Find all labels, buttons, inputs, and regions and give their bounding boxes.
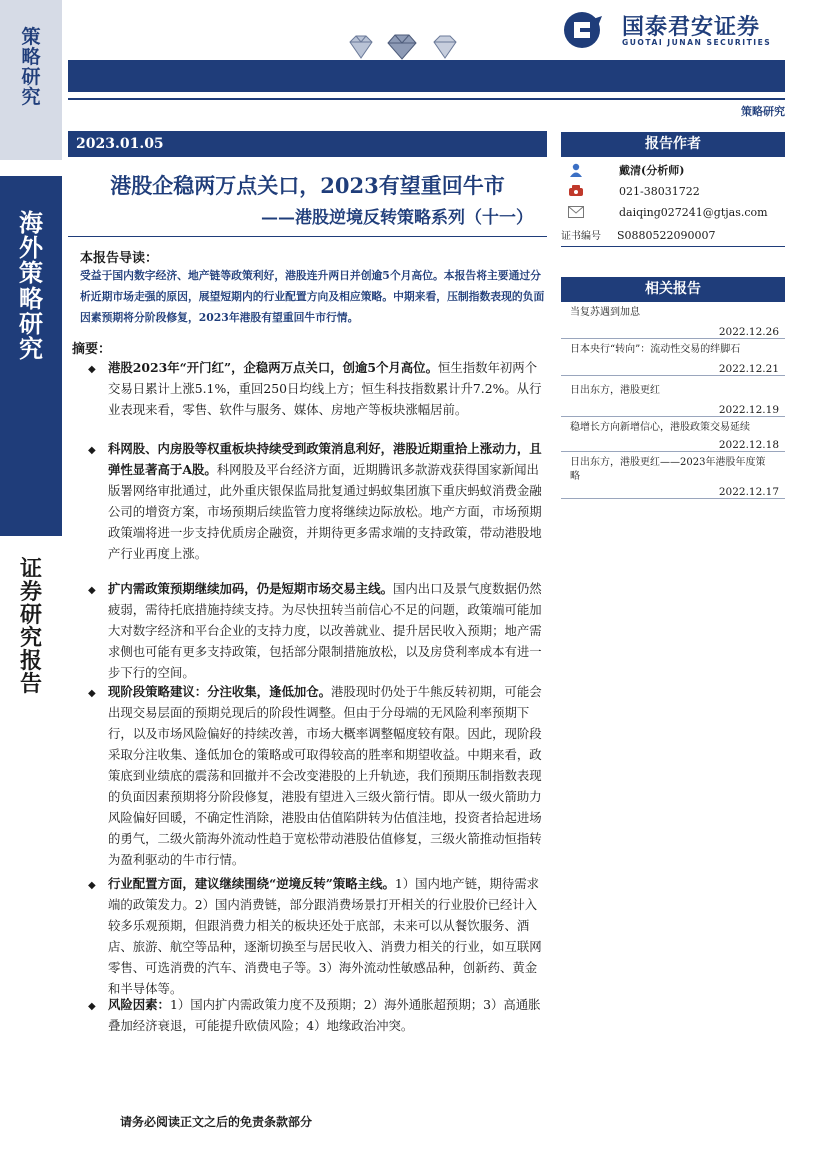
related-report-date: 2022.12.17 <box>718 486 779 498</box>
author-divider <box>561 246 785 247</box>
bullet-marker: ◆ <box>88 1001 96 1012</box>
related-report-title[interactable]: 日本央行“转向”：流动性交易的绊脚石 <box>570 344 741 355</box>
side-char: 外 <box>19 233 43 263</box>
summary-paragraph <box>108 578 546 683</box>
author-name-row <box>561 161 684 179</box>
related-divider <box>561 451 785 452</box>
disclaimer-footer: 请务必阅读正文之后的免责条款部分 <box>120 1115 313 1129</box>
side-char: 究 <box>19 333 43 363</box>
related-divider <box>561 498 785 499</box>
bullet-marker: ◆ <box>88 364 96 375</box>
gem-icon <box>384 34 420 60</box>
author-phone: 021-38031722 <box>619 184 700 198</box>
person-icon <box>561 163 591 177</box>
title-rule <box>68 236 547 237</box>
side-char: 略 <box>21 45 41 68</box>
summary-lead: 科网股、内房股等权重板块持续受到政策消息利好，港股近期重拾上涨动力，且弹性显著高于A股。 <box>108 441 542 477</box>
summary-text: 1）国内地产链，期待需求端的政策发力。2）国内消费链，部分跟消费场景打开相关的行业股价已经计入较多乐观预期，但跟消费力相关的板块还处于底部，未来可以从餐饮服务、酒店、旅游、航空等品种，逐渐切换至与居民收入、消费力相关的行业，如互联网零售、可选消费的汽车、消费电子等。3）海外流动性敏感品种，创新药、黄金和半导体等。 <box>108 876 542 996</box>
summary-paragraph <box>108 357 546 420</box>
side-char: 研 <box>19 308 43 338</box>
related-divider <box>561 375 785 376</box>
bullet-marker: ◆ <box>88 445 96 456</box>
summary-paragraph <box>108 994 546 1036</box>
company-logo <box>560 10 786 50</box>
header-rule <box>68 98 785 100</box>
related-reports-list <box>561 306 785 499</box>
side-char: 策 <box>19 258 43 288</box>
summary-lead: 风险因素： <box>108 997 170 1012</box>
summary-paragraph <box>108 873 546 999</box>
report-date: 2023.01.05 <box>68 131 547 157</box>
related-report-date: 2022.12.21 <box>718 363 779 375</box>
logo-english-name: GUOTAI JUNAN SECURITIES <box>622 38 772 47</box>
author-phone-row <box>561 182 700 200</box>
logo-chinese-name: 国泰君安证券 <box>622 15 761 40</box>
guide-body: 受益于国内数字经济、地产链等政策利好，港股连升两日并创逾5个月高位。本报告将主要通过分析近期市场走强的原因，展望短期内的行业配置方向及相应策略。中期来看，压制指数表现的负面因素预期将分阶段修复，2023年港股有望重回牛市行情。 <box>80 269 545 324</box>
summary-lead: 现阶段策略建议：分注收集，逢低加仓。 <box>108 684 332 699</box>
related-divider <box>561 416 785 417</box>
certificate-row <box>561 227 716 242</box>
summary-lead: 行业配置方面，建议继续围绕“逆境反转”策略主线。 <box>108 876 395 891</box>
side-char: 券 <box>19 579 42 606</box>
side-char: 研 <box>19 602 42 629</box>
phone-icon <box>561 185 591 197</box>
summary-lead: 港股2023年“开门红”，企稳两万点关口，创逾5个月高位。 <box>108 360 438 375</box>
guide-header: 本报告导读： <box>80 251 159 266</box>
summary-text: 恒生指数年初两个交易日累计上涨5.1%，重回250日均线上方；恒生科技指数累计升7.2%。从行业表现来看，零售、软件与服务、媒体、房地产等板块涨幅居前。 <box>108 360 542 417</box>
logo-emblem-icon <box>560 10 612 50</box>
left-side-strip <box>0 0 62 1169</box>
summary-header: 摘要： <box>72 342 112 357</box>
related-report-date: 2022.12.26 <box>718 326 779 338</box>
side-char: 策 <box>21 26 41 48</box>
summary-text: 科网股及平台经济方面，近期腾讯多款游戏获得国家新闻出版署网络审批通过，此外重庆银保监局批复通过蚂蚁集团旗下重庆蚂蚁消费金融公司的增资方案，市场预期后续监管力度将继续边际放松。地产方面，市场预期政策端将进一步支持优质房企融资，并期待更多需求端的支持政策，带动港股地产行业再度上涨。 <box>108 462 542 561</box>
side-char: 究 <box>19 625 42 652</box>
related-report-title[interactable]: 当复苏遇到加息 <box>570 307 640 318</box>
summary-paragraph <box>108 438 546 564</box>
related-section-header: 相关报告 <box>561 277 785 302</box>
author-email-row <box>561 203 768 221</box>
related-report-date: 2022.12.19 <box>718 404 779 416</box>
bullet-marker: ◆ <box>88 585 96 596</box>
side-label-overseas-strategy <box>0 176 62 536</box>
gem-icon <box>430 34 460 60</box>
gem-icon <box>346 34 376 60</box>
author-name: 戴清(分析师) <box>619 164 685 177</box>
related-report-title[interactable]: 日出东方，港股更红 <box>570 385 660 396</box>
side-char: 证 <box>19 556 42 582</box>
side-char: 究 <box>21 85 41 108</box>
side-label-strategy-research <box>0 0 62 160</box>
bullet-marker: ◆ <box>88 880 96 891</box>
summary-paragraph <box>108 681 546 870</box>
summary-text: 港股现时仍处于牛熊反转初期，可能会出现交易层面的预期兑现后的阶段性调整。但由于分母端的无风险利率预期下行，以及市场风险偏好的持续改善，市场大概率调整幅度较有限。因此，现阶段采取分注收集、逢低加仓的策略或可取得较高的胜率和期望收益。中期来看，政策底到业绩底的震荡和回撤并不会改变港股的上升轨迹，我们预期压制指数表现的负面因素预期将分阶段修复，港股有望进入三级火箭行情。即从一级火箭助力风险偏好回暖，不确定性消除，港股由估值陷阱转为估值洼地，投资者拾起进场的勇气，二级火箭海外流动性趋于宽松带动港股估值修复，三级火箭推动恒指转为盈利驱动的牛市行情。 <box>108 684 542 867</box>
certificate-number: S0880522090007 <box>617 229 716 242</box>
side-char: 研 <box>21 65 41 88</box>
summary-lead: 扩内需政策预期继续加码，仍是短期市场交易主线。 <box>108 581 393 596</box>
related-divider <box>561 338 785 339</box>
author-email[interactable]: daiqing027241@gtjas.com <box>619 205 768 219</box>
related-report-title[interactable]: 日出东方，港股更红——2023年港股年度策略 <box>570 457 766 482</box>
report-subtitle: ——港股逆境反转策略系列（十一） <box>261 208 533 228</box>
side-char: 告 <box>19 671 42 698</box>
related-report-date: 2022.12.18 <box>718 439 779 451</box>
side-char: 报 <box>19 648 42 675</box>
side-char: 海 <box>19 208 43 237</box>
certificate-label: 证书编号 <box>561 231 601 242</box>
side-label-securities-report <box>0 548 62 1169</box>
header-band <box>68 60 785 92</box>
author-section-header: 报告作者 <box>561 132 785 157</box>
related-report-title[interactable]: 稳增长方向新增信心，港股政策交易延续 <box>570 422 750 433</box>
report-title: 港股企稳两万点关口，2023有望重回牛市 <box>110 173 505 198</box>
category-label: 策略研究 <box>741 105 785 118</box>
envelope-icon <box>561 206 591 218</box>
side-char: 略 <box>19 283 43 313</box>
summary-text: 国内出口及景气度数据仍然疲弱，需待托底措施持续支持。为尽快扭转当前信心不足的问题，政策端可能加大对数字经济和平台企业的支持力度，以改善就业、提升居民收入预期；地产需求侧也可能有更多支持政策，包括部分限制措施放松，以及房贷利率成本有进一步下行的空间。 <box>108 581 542 680</box>
summary-text: 1）国内扩内需政策力度不及预期；2）海外通胀超预期；3）高通胀叠加经济衰退，可能提升欧债风险；4）地缘政治冲突。 <box>108 997 541 1033</box>
bullet-marker: ◆ <box>88 688 96 699</box>
